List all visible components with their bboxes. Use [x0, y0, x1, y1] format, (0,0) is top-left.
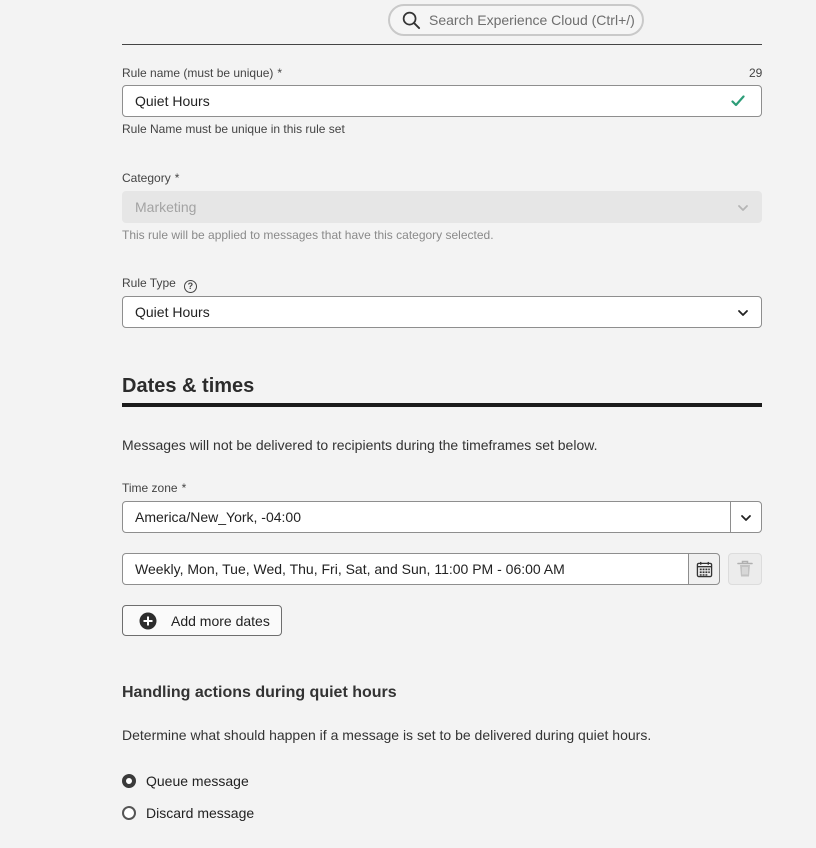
rule-name-value: Quiet Hours	[135, 93, 210, 109]
char-counter: 29	[749, 66, 763, 80]
search-input[interactable]	[388, 4, 644, 36]
rule-type-label-text: Rule Type	[122, 276, 176, 290]
help-icon[interactable]: ?	[184, 280, 197, 293]
chevron-down-icon	[737, 202, 749, 214]
trash-icon	[737, 560, 753, 578]
time-zone-value: America/New_York, -04:00	[135, 509, 302, 525]
time-zone-label-text: Time zone	[122, 481, 178, 495]
rule-type-value: Quiet Hours	[135, 304, 210, 320]
add-more-dates-button[interactable]	[122, 605, 282, 636]
required-mark: *	[174, 171, 180, 185]
category-select	[122, 191, 762, 223]
calendar-icon	[696, 561, 713, 578]
queue-message-option[interactable]	[122, 773, 249, 789]
rule-name-input[interactable]	[122, 85, 762, 117]
category-help: This rule will be applied to messages that have this category selected.	[122, 228, 494, 242]
combobox-divider	[730, 502, 731, 532]
queue-message-label: Queue message	[146, 773, 249, 789]
rule-type-select[interactable]	[122, 296, 762, 328]
rule-name-label	[122, 66, 282, 80]
rule-type-label	[122, 276, 197, 293]
discard-message-label: Discard message	[146, 805, 255, 821]
category-value: Marketing	[135, 199, 197, 215]
header-divider	[122, 44, 762, 45]
handling-title: Handling actions during quiet hours	[122, 684, 397, 701]
rule-name-help: Rule Name must be unique in this rule set	[122, 122, 345, 136]
rule-name-label-text: Rule name (must be unique)	[122, 66, 274, 80]
radio-unchecked-icon[interactable]	[122, 806, 136, 820]
chevron-down-icon[interactable]	[740, 512, 752, 524]
time-zone-combobox[interactable]	[122, 501, 762, 533]
discard-message-option[interactable]	[122, 805, 254, 821]
section-underline	[122, 403, 762, 407]
handling-description: Determine what should happen if a message is set to be delivered during quiet hours.	[122, 727, 652, 743]
radio-checked-icon[interactable]	[122, 774, 136, 788]
chevron-down-icon	[737, 307, 749, 319]
category-label	[122, 171, 179, 185]
schedule-input[interactable]	[122, 553, 689, 585]
search-placeholder: Search Experience Cloud (Ctrl+/)	[429, 12, 635, 28]
dates-description: Messages will not be delivered to recipients during the timeframes set below.	[122, 437, 598, 453]
required-mark: *	[277, 66, 283, 80]
checkmark-icon	[731, 95, 745, 107]
time-zone-label	[122, 481, 186, 495]
schedule-value: Weekly, Mon, Tue, Wed, Thu, Fri, Sat, and Sun, 11:00 PM - 06:00 AM	[135, 561, 565, 577]
search-icon	[402, 11, 421, 30]
dates-section-title: Dates & times	[122, 375, 255, 397]
add-more-dates-label: Add more dates	[171, 612, 270, 629]
add-circle-icon	[139, 612, 157, 630]
delete-date-button[interactable]	[728, 553, 762, 585]
required-mark: *	[181, 481, 187, 495]
calendar-button[interactable]	[688, 553, 720, 585]
category-label-text: Category	[122, 171, 171, 185]
